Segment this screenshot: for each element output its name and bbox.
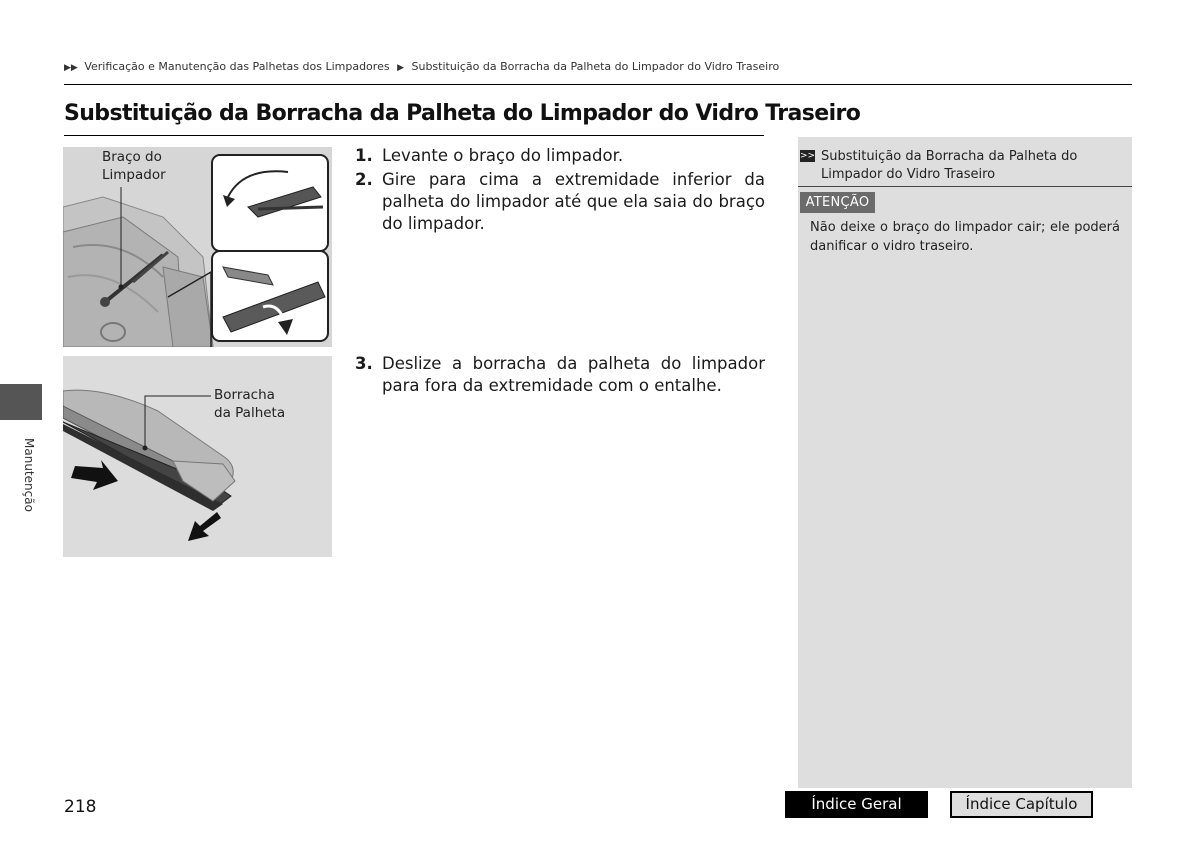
step-text: Levante o braço do limpador. xyxy=(382,146,624,165)
step-text: Gire para cima a extremidade inferior da palheta do limpador até que ela saia do braço do limpador. xyxy=(382,170,765,233)
index-general-button[interactable]: Índice Geral xyxy=(785,791,928,818)
blade-rubber-label-line2: da Palheta xyxy=(214,405,286,421)
page-title: Substituição da Borracha da Palheta do Limpador do Vidro Traseiro xyxy=(64,101,861,126)
wiper-arm-label xyxy=(102,148,166,184)
index-chapter-button[interactable]: Índice Capítulo xyxy=(950,791,1093,818)
step-item xyxy=(355,353,765,397)
note-divider xyxy=(798,186,1132,187)
blade-rubber-illustration xyxy=(63,356,332,557)
blade-rubber-label xyxy=(214,386,285,422)
step-item xyxy=(355,169,765,235)
note-reference[interactable] xyxy=(800,148,1130,184)
breadcrumb-item-current: Substituição da Borracha da Palheta do Limpador do Vidro Traseiro xyxy=(411,60,780,73)
wiper-arm-illustration xyxy=(63,147,332,347)
header-divider xyxy=(64,84,1132,85)
step-item xyxy=(355,145,765,167)
step-number: 1. xyxy=(355,146,373,165)
step-text: Deslize a borracha da palheta do limpador para fora da extremidade com o entalhe. xyxy=(382,354,765,395)
title-divider xyxy=(64,135,764,136)
caution-text: Não deixe o braço do limpador cair; ele poderá danificar o vidro traseiro. xyxy=(810,220,1120,254)
wiper-arm-label-line2: Limpador xyxy=(102,167,166,183)
breadcrumb-item-maintenance[interactable]: Verificação e Manutenção das Palhetas dos Limpadores xyxy=(84,60,390,73)
caution-badge: ATENÇÃO xyxy=(800,192,875,213)
step-number: 2. xyxy=(355,170,373,189)
wiper-blade-rubber-icon xyxy=(63,356,332,557)
chapter-tab-label: Manutenção xyxy=(22,438,36,512)
breadcrumb xyxy=(64,60,779,73)
note-reference-text: Substituição da Borracha da Palheta do Limpador do Vidro Traseiro xyxy=(821,149,1078,182)
chapter-tab[interactable] xyxy=(0,384,42,420)
steps-group-2 xyxy=(355,353,765,397)
reference-arrow-icon: >> xyxy=(800,151,816,161)
breadcrumb-arrows-icon: ▶▶ xyxy=(64,63,78,73)
steps-group-1 xyxy=(355,145,765,235)
page-number: 218 xyxy=(64,797,97,817)
blade-rubber-label-line1: Borracha xyxy=(214,387,275,403)
breadcrumb-separator-icon: ▶ xyxy=(397,63,404,73)
wiper-arm-label-line1: Braço do xyxy=(102,149,162,165)
step-number: 3. xyxy=(355,354,373,373)
